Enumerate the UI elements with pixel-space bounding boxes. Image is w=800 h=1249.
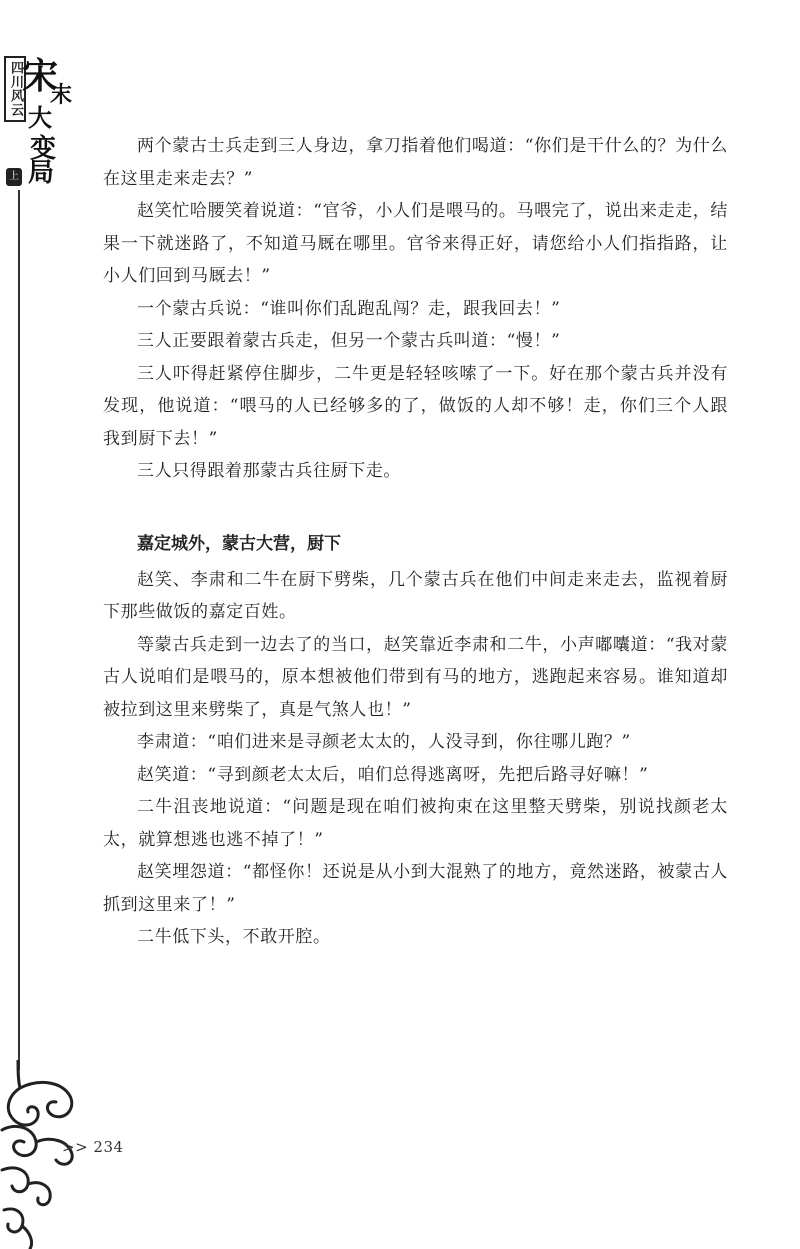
paragraph: 赵笑埋怨道：“都怪你！还说是从小到大混熟了的地方，竟然迷路，被蒙古人抓到这里来了！”	[103, 862, 728, 915]
paragraph: 三人只得跟着那蒙古兵往厨下走。	[137, 461, 401, 481]
volume-badge: 上	[6, 168, 22, 186]
paragraph: 李肃道：“咱们进来是寻颜老太太的，人没寻到，你往哪儿跑？”	[137, 732, 631, 752]
paragraph: 二牛沮丧地说道：“问题是现在咱们被拘束在这里整天劈柴，别说找颜老太太，就算想逃也逃不掉了！”	[103, 797, 728, 850]
paragraph: 三人正要跟着蒙古兵走，但另一个蒙古兵叫道：“慢！”	[137, 331, 561, 351]
page-number: >> 234	[62, 1138, 124, 1156]
paragraph: 三人吓得赶紧停住脚步，二牛更是轻轻咳嗦了一下。好在那个蒙古兵并没有发现，他说道：“喂马的人已经够多的了，做饭的人却不够！走，你们三个人跟我到厨下去！”	[103, 363, 728, 449]
paragraph: 等蒙古兵走到一边去了的当口，赵笑靠近李肃和二牛，小声嘟囔道：“我对蒙古人说咱们是喂马的，原本想被他们带到有马的地方，逃跑起来容易。谁知道却被拉到这里来劈柴了，真是气煞人也！”	[103, 634, 728, 720]
paragraph: 赵笑忙哈腰笑着说道：“官爷，小人们是喂马的。马喂完了，说出来走走，结果一下就迷路了，不知道马厩在哪里。官爷来得正好，请您给小人们指指路，让小人们回到马厩去！”	[103, 201, 728, 286]
paragraph: 两个蒙古士兵走到三人身边，拿刀指着他们喝道：“你们是干什么的？为什么在这里走来走去？”	[103, 136, 728, 189]
book-title-char: 大	[28, 103, 52, 132]
paragraph: 赵笑道：“寻到颜老太太后，咱们总得逃离呀，先把后路寻好嘛！”	[137, 764, 649, 785]
book-title-char: 局	[28, 158, 55, 188]
paragraph: 二牛低下头，不敢开腔。	[137, 927, 331, 947]
book-title-char: 宋	[22, 55, 59, 97]
section-heading: 嘉定城外，蒙古大营，厨下	[137, 533, 341, 554]
page-body	[103, 130, 728, 954]
book-title-char: 末	[50, 82, 73, 108]
section-gap	[103, 488, 728, 528]
paragraph: 赵笑、李肃和二牛在厨下劈柴，几个蒙古兵在他们中间走来走去，监视着厨下那些做饭的嘉定百姓。	[103, 569, 728, 622]
paragraph: 一个蒙古兵说：“谁叫你们乱跑乱闯？走，跟我回去！”	[137, 298, 561, 319]
margin-rule	[18, 190, 20, 1070]
book-title-char: 变	[30, 134, 57, 164]
series-tag: 四川风云	[4, 56, 26, 122]
